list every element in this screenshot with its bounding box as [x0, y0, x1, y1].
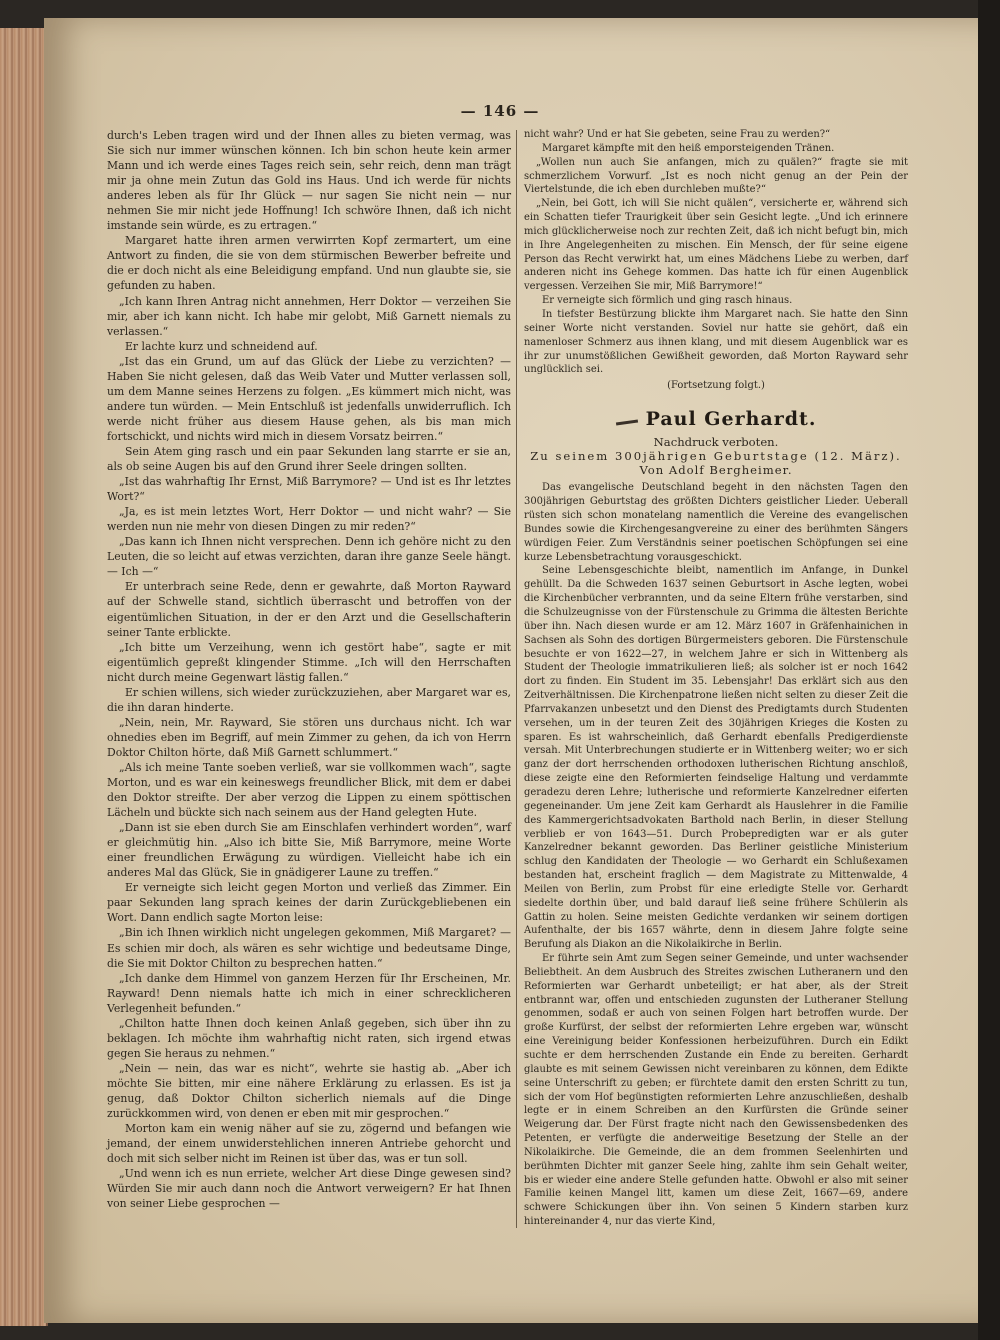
paragraph: Margaret hatte ihren armen verwirrten Kopf zermartert, um eine Antwort zu finden, die sie von dem stürmischen Bewerber befreite und die er doch nicht als eine Beleidigung empfand. Und nun glaubte sie, sie gefunden zu haben. — [107, 234, 511, 293]
paragraph: „Ist das wahrhaftig Ihr Ernst, Miß Barrymore? — Und ist es Ihr letztes Wort?“ — [107, 475, 511, 504]
article-title: Paul Gerhardt. — [645, 408, 817, 431]
paragraph: „Und wenn ich es nun erriete, welcher Art diese Dinge gewesen sind? Würden Sie mir auch dann noch die Antwort verweigern? Er hat Ihnen von seiner Liebe gesprochen — — [107, 1167, 511, 1211]
paragraph: Das evangelische Deutschland begeht in den nächsten Tagen den 300jährigen Geburtstag des größten Dichters geistlicher Lieder. Ueberall rüsten sich schon monatelang namentlich die Vereine des evangelischen Bundes sowie die Kirchengesangvereine zu einer des berühmten Sängers würdigen Feier. Zum Verständnis seiner poetischen Schöpfungen sei eine kurze Lebensbetrachtung vorausgeschickt. — [524, 482, 908, 563]
paragraph: In tiefster Bestürzung blickte ihm Margaret nach. Sie hatte den Sinn seiner Worte nicht verstanden. Soviel nur hatte sie gehört, daß ein namenloser Schmerz aus ihnen klang, und mit diesem Augenblick war es ihr zur unumstößlichen Gewißheit geworden, daß Morton Rayward sehr unglücklich sei. — [524, 308, 908, 376]
paragraph: Morton kam ein wenig näher auf sie zu, zögernd und befangen wie jemand, der einem unwiderstehlichen inneren Antriebe gehorcht und doch mit sich selber nicht im Reinen ist über das, was er tun soll. — [107, 1122, 511, 1166]
paragraph: „Wollen nun auch Sie anfangen, mich zu quälen?“ fragte sie mit schmerzlichem Vorwurf. „Ist es noch nicht genug an der Pein der Viertelstunde, die ich eben durchleben mußte?“ — [524, 156, 908, 196]
reprint-notice: Nachdruck verboten. — [653, 434, 779, 449]
paragraph: „Als ich meine Tante soeben verließ, war sie vollkommen wach“, sagte Morton, und es war ein keineswegs freundlicher Blick, mit dem er dabei den Doktor streifte. Der aber verzog die Lippen zu einem spöttischen Lächeln und bückte sich nach seinem aus der Hand gelegten Hute. — [107, 760, 511, 820]
paragraph: „Ja, es ist mein letztes Wort, Herr Doktor — und nicht wahr? — Sie werden nun nie mehr von diesen Dingen zu mir reden?“ — [107, 505, 511, 534]
page-number: — 146 — — [460, 102, 540, 120]
article-byline: Von Adolf Bergheimer. — [639, 462, 793, 477]
left-column — [107, 128, 511, 1211]
paragraph: „Chilton hatte Ihnen doch keinen Anlaß gegeben, sich über ihn zu beklagen. Ich möchte ihm wahrhaftig nicht raten, sich irgend etwas gegen Sie heraus zu nehmen.“ — [107, 1016, 511, 1060]
paragraph: Er unterbrach seine Rede, denn er gewahrte, daß Morton Rayward auf der Schwelle stand, sichtlich überrascht und betroffen von der eigentümlichen Situation, in der er den Arzt und die Gesellschafterin seiner Tante erblickte. — [107, 580, 511, 639]
paragraph: „Ich bitte um Verzeihung, wenn ich gestört habe“, sagte er mit eigentümlich gepreßt klingender Stimme. „Ich will den Herrschaften nicht durch meine Gegenwart lästig fallen.“ — [107, 640, 511, 684]
article-body — [524, 481, 908, 1229]
paragraph: „Ist das ein Grund, um auf das Glück der Liebe zu verzichten? — Haben Sie nicht gelesen, daß das Weib Vater und Mutter verlassen soll, um dem Manne seines Herzens zu folgen. „Es kümmert mich nicht, was andere tun würden. — Mein Entschluß ist jedenfalls unwiderruflich. Ich werde nicht früher aus diesem Hause gehen, als bis man mich fortschickt, und nichts wird mich in diesem Vorsatz beirren.“ — [107, 354, 511, 443]
scan-right-border — [978, 0, 1000, 1340]
paragraph: Er schien willens, sich wieder zurückzuziehen, aber Margaret war es, die ihn daran hinderte. — [107, 685, 511, 714]
paragraph: „Nein, nein, Mr. Rayward, Sie stören uns durchaus nicht. Ich war ohnedies eben im Begriff, auf mein Zimmer zu gehen, da ich von Herrn Doktor Chilton hörte, daß Miß Garnett schlummert.“ — [107, 715, 511, 759]
paragraph: „Ich kann Ihren Antrag nicht annehmen, Herr Doktor — verzeihen Sie mir, aber ich kann nicht. Ich habe mir gelobt, Miß Garnett niemals zu verlassen.“ — [107, 294, 511, 338]
ornament-dash — [615, 420, 637, 426]
paragraph: Margaret kämpfte mit den heiß emporsteigenden Tränen. — [542, 142, 835, 154]
to-be-continued-note: (Fortsetzung folgt.) — [667, 380, 765, 392]
paragraph: „Bin ich Ihnen wirklich nicht ungelegen gekommen, Miß Margaret? — Es schien mir doch, als wären es sehr wichtige und bedeutsame Dinge, die Sie mit Doktor Chilton zu besprechen hatten.“ — [107, 926, 511, 970]
novel-continuation-text — [524, 128, 908, 377]
book-page-edges — [0, 28, 48, 1326]
paragraph: „Dann ist sie eben durch Sie am Einschlafen verhindert worden“, warf er gleichmütig hin. „Also ich bitte Sie, Miß Barrymore, meine Worte einer freundlichen Erwägung zu würdigen. Vielleicht habe ich ein anderes Mal das Glück, Sie in gnädigerer Laune zu treffen.“ — [107, 821, 511, 880]
paragraph: „Das kann ich Ihnen nicht versprechen. Denn ich gehöre nicht zu den Leuten, die so leicht auf etwas verzichten, daran ihre ganze Seele hängt. — Ich —“ — [107, 535, 511, 579]
paragraph: „Ich danke dem Himmel von ganzem Herzen für Ihr Erscheinen, Mr. Rayward! Denn niemals hatte ich mich in einer schrecklicheren Verlegenheit befunden.“ — [107, 971, 511, 1015]
paragraph: „Nein, bei Gott, ich will Sie nicht quälen“, versicherte er, während sich ein Schatten tiefer Traurigkeit über sein Gesicht legte. „Und ich erinnere mich glücklicherweise noch zur rechten Zeit, daß ich nicht befugt bin, mich in Ihre Angelegenheiten zu mischen. Ein Mensch, der für seine eigene Person das Recht verwirkt hat, um eines Mädchens Liebe zu werben, darf anderen nicht ins Gehege kommen. Das hatte ich für einen Augenblick vergessen. Verzeihen Sie mir, Miß Barrymore!“ — [524, 198, 908, 293]
paragraph: „Nein — nein, das war es nicht“, wehrte sie hastig ab. „Aber ich möchte Sie bitten, mir eine nähere Erklärung zu erlassen. Es ist ja genug, daß Doktor Chilton sicherlich niemals auf die Dinge zurückkommen wird, von denen er eben mit mir gesprochen.“ — [107, 1061, 511, 1121]
article-title-block — [524, 408, 908, 431]
paragraph: durch's Leben tragen wird und der Ihnen alles zu bieten vermag, was Sie sich nur immer wünschen können. Ich bin schon heute kein armer Mann und ich werde eines Tages reich sein, sehr reich, denn man trägt mir ja ohne mein Zutun das Gold ins Haus. Und ich werde für nichts anderes leben als für Ihr Glück — nur sagen Sie nicht nein — nur nehmen Sie mir nicht jede Hoffnung! Ich schwöre Ihnen, daß ich nicht imstande sein würde, es zu ertragen.“ — [107, 129, 511, 233]
right-column — [524, 128, 908, 1229]
column-rule — [516, 130, 517, 1228]
paragraph: Er verneigte sich förmlich und ging rasch hinaus. — [542, 295, 793, 307]
paragraph: Er verneigte sich leicht gegen Morton und verließ das Zimmer. Ein paar Sekunden lang sprach keines der darin Zurückgebliebenen ein Wort. Dann endlich sagte Morton leise: — [107, 881, 511, 925]
paragraph: nicht wahr? Und er hat Sie gebeten, seine Frau zu werden?“ — [524, 129, 831, 140]
paragraph: Er führte sein Amt zum Segen seiner Gemeinde, und unter wachsender Beliebtheit. An dem Ausbruch des Streites zwischen Lutheranern und den Reformierten war Gerhardt unbeteiligt; er hat aber, als der Streit entbrannt war, offen und entschieden zugunsten der Lutheraner Stellung genommen, sodaß er auch von seinen Folgen hart betroffen wurde. Der große Kurfürst, der selbst der reformierten Lehre ergeben war, wünscht eine Vereinigung beider Konfessionen herbeizuführen. Durch ein Edikt suchte er dem herrschenden Zustande ein Ende zu bereiten. Gerhardt glaubte es mit seinem Gewissen nicht vereinbaren zu können, dem Edikte seine Unterschrift zu geben; er fürchtete damit den ersten Schritt zu tun, sich der vom Hof begünstigten reformierten Lehre anzuschließen, deshalb legte er in einem Schreiben an den Kurfürsten die Gründe seiner Weigerung dar. Der Fürst fragte nicht nach den Gewissensbedenken des Petenten, er verfügte die anderweitige Besetzung der Stelle an der Nikolaikirche. Die Gemeinde, die an dem frommen Seelenhirten und berühmten Dichter mit ganzer Seele hing, zahlte ihm sein Gehalt weiter, bis er wieder eine andere Stelle gefunden hatte. Obwohl er also mit seiner Familie keinen Mangel litt, kamen um diese Zeit, 1667—69, andere schwere Schickungen über ihn. Von seinen 5 Kindern starben kurz hintereinander 4, nur das vierte Kind, — [524, 953, 908, 1228]
paragraph: Sein Atem ging rasch und ein paar Sekunden lang starrte er sie an, als ob seine Augen bis auf den Grund ihrer Seele dringen sollten. — [107, 444, 511, 474]
paragraph: Seine Lebensgeschichte bleibt, namentlich im Anfange, in Dunkel gehüllt. Da die Schweden 1637 seinen Geburtsort in Asche legten, wobei die Kirchenbücher verbrannten, und da seine Eltern frühe verstarben, sind die Schulzeugnisse von der Fürstenschule zu Grimma die ältesten Berichte über ihn. Nach diesen wurde er am 12. März 1607 in Gräfenhainichen in Sachsen als Sohn des dortigen Bürgermeisters geboren. Die Fürstenschule besuchte er von 1622—27, in welchem Jahre er sich in Wittenberg als Student der Theologie immatrikulieren ließ; als solcher ist er noch 1642 dort zu finden. Ein Student im 35. Lebensjahr! Das erklärt sich aus den Zeitverhältnissen. Die Kirchenpatrone ließen nicht selten zu dieser Zeit die Pfarrvakanzen unbesetzt und den Dienst des Predigtamts durch Studenten versehen, um in der teuren Zeit des 30jährigen Krieges die Kosten zu sparen. Es ist wahrscheinlich, daß Gerhardt ebenfalls Predigerdienste versah. Mit Unterbrechungen studierte er in Wittenberg weiter; wo er sich ganz der dort herrschenden orthodoxen lutherischen Richtung anschloß, diese zeigte eine den Reformierten feindselige Haltung und verdammte geradezu deren Lehre; lutherische und reformierte Kanzelredner eiferten gegeneinander. Um jene Zeit kam Gerhardt als Hauslehrer in die Familie des Kammergerichtsadvokaten Barthold nach Berlin, in dieser Stellung verblieb er von 1643—51. Durch Probepredigten war er als guter Kanzelredner bekannt geworden. Das Berliner geistliche Ministerium schlug den Kandidaten der Theologie — wo Gerhardt ein Schlußexamen bestanden hat, erscheint fraglich — dem Magistrate zu Mittenwalde, 4 Meilen von Berlin, zum Probst für eine erledigte Stelle vor. Gerhardt siedelte dorthin über, und bald darauf ließ seine frühere Schülerin als Gattin zu holen. Seine meisten Gedichte verdanken wir seinem dortigen Aufenthalte, der bis 1657 währte, denn in diesem Jahre folgte seine Berufung als Diakon an die Nikolaikirche in Berlin. — [524, 565, 908, 951]
paragraph: Er lachte kurz und schneidend auf. — [125, 339, 318, 353]
article-subheading: Zu seinem 300jährigen Geburtstage (12. März). — [530, 448, 902, 463]
